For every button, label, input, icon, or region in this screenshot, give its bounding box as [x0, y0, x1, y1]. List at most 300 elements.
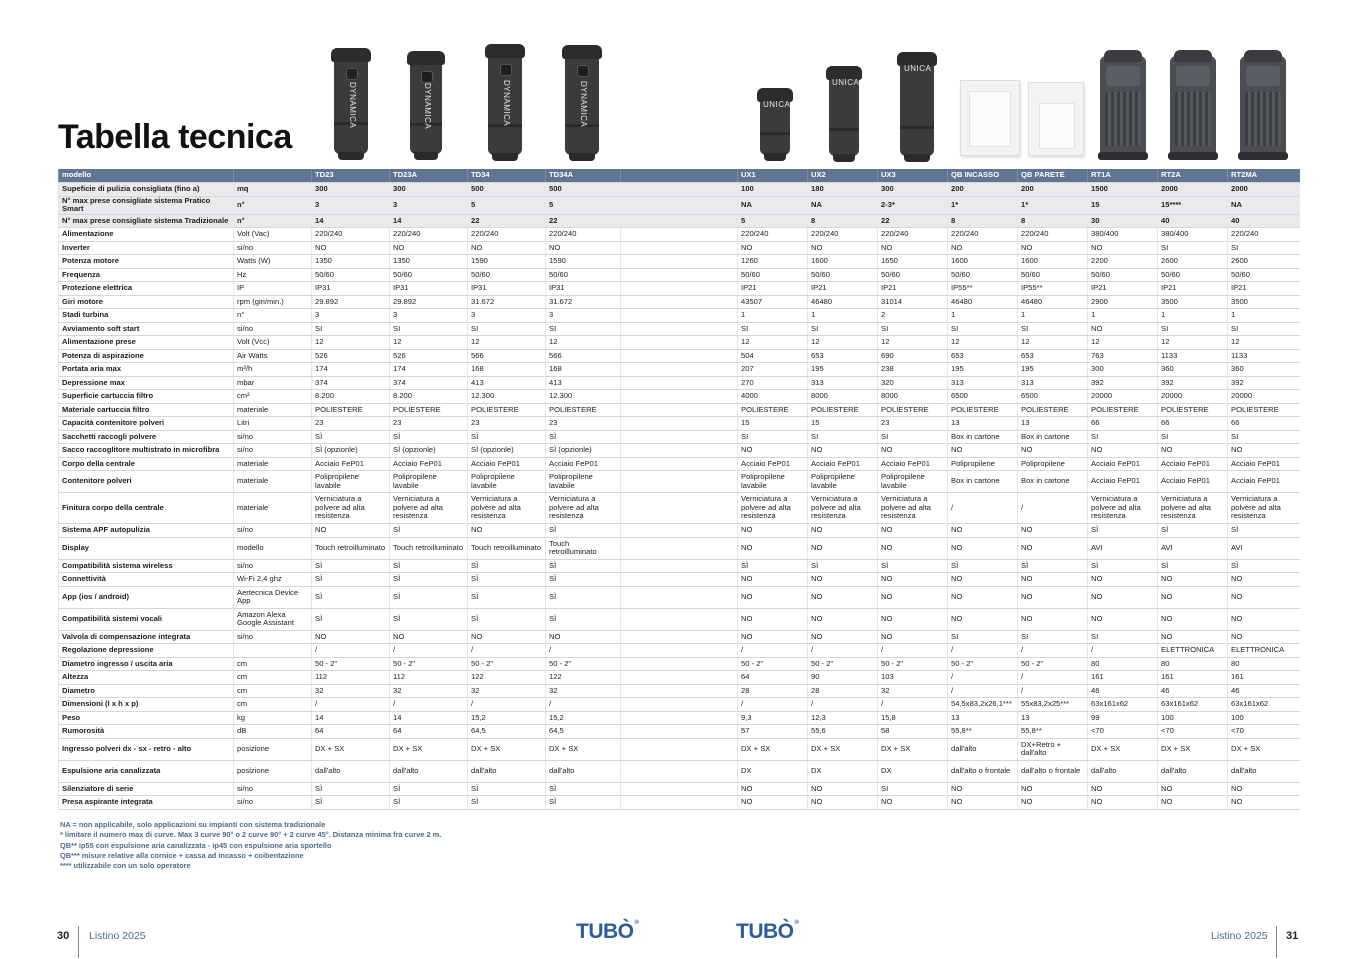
table-row [59, 782, 1300, 796]
value-cell: DX + SX [390, 738, 468, 760]
value-cell: NO [1018, 782, 1088, 796]
value-cell: 12 [468, 336, 546, 350]
row-label: Capacità contenitore polveri [59, 417, 234, 431]
value-cell: Polipropilene lavabile [878, 471, 948, 493]
value-cell [621, 671, 738, 685]
value-cell: 9,3 [738, 711, 808, 725]
value-cell [621, 336, 738, 350]
value-cell: SÌ [390, 796, 468, 810]
value-cell [621, 417, 738, 431]
value-cell: POLIESTERE [1228, 403, 1300, 417]
value-cell: POLIESTERE [546, 403, 621, 417]
value-cell: 200 [948, 183, 1018, 197]
value-cell: DX + SX [468, 738, 546, 760]
value-cell: 12 [546, 336, 621, 350]
value-cell: NO [878, 796, 948, 810]
header-cell: UX1 [738, 169, 808, 183]
value-cell: POLIESTERE [738, 403, 808, 417]
value-cell: NO [948, 241, 1018, 255]
value-cell: NO [948, 796, 1018, 810]
value-cell: 200 [1018, 183, 1088, 197]
value-cell: 1 [1088, 309, 1158, 323]
value-cell: 763 [1088, 349, 1158, 363]
row-label: Protezione elettrica [59, 282, 234, 296]
value-cell: Verniciatura a polvere ad alta resistenza [1228, 493, 1300, 524]
product-image-td23 [334, 52, 368, 154]
value-cell: POLIESTERE [1158, 403, 1228, 417]
value-cell: 6500 [948, 390, 1018, 404]
value-cell: 566 [468, 349, 546, 363]
value-cell: 161 [1228, 671, 1300, 685]
value-cell: NO [1018, 444, 1088, 458]
value-cell: Polipropilene lavabile [808, 471, 878, 493]
value-cell: NA [738, 196, 808, 214]
value-cell: SI [1228, 241, 1300, 255]
value-cell: 50/60 [390, 268, 468, 282]
value-cell: DX+Retro + dall'alto [1018, 738, 1088, 760]
value-cell: dall'alto [1088, 760, 1158, 782]
value-cell [621, 573, 738, 587]
value-cell [621, 295, 738, 309]
unit-cell: n° [234, 309, 312, 323]
value-cell: 220/240 [738, 228, 808, 242]
value-cell: / [546, 644, 621, 658]
value-cell: 31.672 [546, 295, 621, 309]
value-cell: IP31 [312, 282, 390, 296]
value-cell: Acciaio FeP01 [1088, 457, 1158, 471]
value-cell: SÌ [1018, 559, 1088, 573]
value-cell: 20000 [1158, 390, 1228, 404]
value-cell: 50 - 2" [546, 657, 621, 671]
unit-cell: si/no [234, 796, 312, 810]
value-cell: 32 [546, 684, 621, 698]
unit-cell: si/no [234, 524, 312, 538]
value-cell: NO [948, 444, 1018, 458]
value-cell: 1650 [878, 255, 948, 269]
value-cell: Verniciatura a polvere ad alta resistenza [878, 493, 948, 524]
footnote: QB*** misure relative alla cornice + cassa ad incasso + coibentazione [60, 850, 304, 860]
value-cell: DX [738, 760, 808, 782]
value-cell: ELETTRONICA [1228, 644, 1300, 658]
value-cell: 12.300 [468, 390, 546, 404]
value-cell: / [1018, 671, 1088, 685]
value-cell: SÌ [312, 559, 390, 573]
value-cell [621, 241, 738, 255]
value-cell: 1590 [546, 255, 621, 269]
value-cell: SÌ [1158, 559, 1228, 573]
value-cell: 500 [546, 183, 621, 197]
row-label: Presa aspirante integrata [59, 796, 234, 810]
value-cell: 8.200 [390, 390, 468, 404]
value-cell: 13 [948, 711, 1018, 725]
value-cell: SÌ [390, 573, 468, 587]
table-row [59, 559, 1300, 573]
product-image-qb-incasso [960, 80, 1020, 156]
value-cell: <70 [1228, 725, 1300, 739]
table-row [59, 183, 1300, 197]
value-cell: Box in cartone [1018, 471, 1088, 493]
value-cell: Box in cartone [1018, 430, 1088, 444]
value-cell: Touch retroilluminato [546, 537, 621, 559]
value-cell: 28 [738, 684, 808, 698]
footer-label-right: Listino 2025 [1211, 930, 1268, 942]
value-cell: 220/240 [948, 228, 1018, 242]
product-images [0, 0, 1356, 165]
value-cell: 320 [878, 376, 948, 390]
value-cell: SI [808, 322, 878, 336]
value-cell: 90 [808, 671, 878, 685]
value-cell: DX + SX [738, 738, 808, 760]
value-cell: 174 [312, 363, 390, 377]
unit-cell: Volt (Vac) [234, 228, 312, 242]
value-cell: 1133 [1158, 349, 1228, 363]
value-cell: 526 [390, 349, 468, 363]
row-label: Corpo della centrale [59, 457, 234, 471]
row-label: Alimentazione prese [59, 336, 234, 350]
value-cell: NO [738, 630, 808, 644]
value-cell: 1600 [808, 255, 878, 269]
product-brand-label: UNICA [832, 78, 860, 87]
unit-cell: materiale [234, 493, 312, 524]
value-cell: 50/60 [468, 268, 546, 282]
value-cell: SI [1228, 430, 1300, 444]
value-cell: 300 [312, 183, 390, 197]
value-cell: 653 [808, 349, 878, 363]
value-cell: 2000 [1158, 183, 1228, 197]
value-cell: DX + SX [546, 738, 621, 760]
value-cell: 50/60 [1228, 268, 1300, 282]
row-label: Stadi turbina [59, 309, 234, 323]
value-cell: 112 [390, 671, 468, 685]
unit-cell: cm [234, 671, 312, 685]
value-cell: NO [878, 524, 948, 538]
value-cell: Acciaio FeP01 [468, 457, 546, 471]
row-label: N° max prese consigliate sistema Tradizionale [59, 214, 234, 228]
value-cell: 195 [808, 363, 878, 377]
value-cell: NO [1018, 573, 1088, 587]
header-cell: UX2 [808, 169, 878, 183]
value-cell: / [808, 698, 878, 712]
row-label: Frequenza [59, 268, 234, 282]
row-label: Dimensioni (l x h x p) [59, 698, 234, 712]
row-label: Sistema APF autopulizia [59, 524, 234, 538]
value-cell: 220/240 [390, 228, 468, 242]
value-cell: NO [1228, 608, 1300, 630]
value-cell: 23 [390, 417, 468, 431]
value-cell: 8000 [878, 390, 948, 404]
value-cell: / [878, 644, 948, 658]
value-cell: / [1018, 684, 1088, 698]
table-row [59, 309, 1300, 323]
row-label: Avviamento soft start [59, 322, 234, 336]
value-cell: NO [738, 524, 808, 538]
value-cell [621, 524, 738, 538]
value-cell: NO [738, 796, 808, 810]
header-cell: RT1A [1088, 169, 1158, 183]
value-cell: 3 [546, 309, 621, 323]
product-image-ux1 [760, 92, 790, 155]
value-cell: SÌ [948, 559, 1018, 573]
row-label: Valvola di compensazione integrata [59, 630, 234, 644]
value-cell: / [1018, 644, 1088, 658]
value-cell: NO [1018, 796, 1088, 810]
value-cell [621, 322, 738, 336]
value-cell: NO [1228, 573, 1300, 587]
value-cell [621, 349, 738, 363]
value-cell: SÌ [312, 573, 390, 587]
value-cell: 3500 [1228, 295, 1300, 309]
value-cell: IP21 [1088, 282, 1158, 296]
value-cell: 50 - 2" [390, 657, 468, 671]
value-cell: 300 [390, 183, 468, 197]
table-row [59, 390, 1300, 404]
value-cell: 238 [878, 363, 948, 377]
value-cell [621, 698, 738, 712]
table-row [59, 657, 1300, 671]
value-cell: 112 [312, 671, 390, 685]
value-cell: Polipropilene [948, 457, 1018, 471]
footnote: QB** ip55 con espulsione aria canalizzata - ip45 con espulsione aria sportello [60, 840, 332, 850]
table-row [59, 684, 1300, 698]
value-cell: 12 [948, 336, 1018, 350]
value-cell: NO [738, 608, 808, 630]
value-cell: 392 [1228, 376, 1300, 390]
value-cell: NO [546, 241, 621, 255]
value-cell: 43507 [738, 295, 808, 309]
value-cell: 20000 [1228, 390, 1300, 404]
row-label: Display [59, 537, 234, 559]
value-cell: 63x161x62 [1158, 698, 1228, 712]
value-cell: dall'alto o frontale [948, 760, 1018, 782]
value-cell: SÌ [546, 782, 621, 796]
value-cell: NO [878, 586, 948, 608]
value-cell: 1133 [1228, 349, 1300, 363]
value-cell: 29.892 [390, 295, 468, 309]
value-cell: NO [312, 630, 390, 644]
value-cell: SÌ (opzionle) [390, 444, 468, 458]
value-cell: 15 [738, 417, 808, 431]
row-label: Giri motore [59, 295, 234, 309]
value-cell: 32 [878, 684, 948, 698]
value-cell [621, 228, 738, 242]
value-cell: / [878, 698, 948, 712]
value-cell: 8 [948, 214, 1018, 228]
table-row [59, 282, 1300, 296]
value-cell: DX + SX [878, 738, 948, 760]
table-row [59, 493, 1300, 524]
value-cell: 374 [390, 376, 468, 390]
value-cell: 14 [390, 711, 468, 725]
row-label: Espulsione aria canalizzata [59, 760, 234, 782]
value-cell: POLIESTERE [1088, 403, 1158, 417]
header-cell-modello: modello [59, 169, 234, 183]
value-cell: SI [1018, 630, 1088, 644]
value-cell: Box in cartone [948, 430, 1018, 444]
value-cell: SI [878, 782, 948, 796]
value-cell: NO [1018, 241, 1088, 255]
value-cell: 28 [808, 684, 878, 698]
value-cell: SÌ [312, 796, 390, 810]
row-label: Silenziatore di serie [59, 782, 234, 796]
value-cell: IP55** [948, 282, 1018, 296]
value-cell: 1260 [738, 255, 808, 269]
value-cell: SÌ [390, 559, 468, 573]
value-cell: Acciaio FeP01 [1088, 471, 1158, 493]
unit-cell: Watts (W) [234, 255, 312, 269]
value-cell: 12 [312, 336, 390, 350]
value-cell: 20000 [1088, 390, 1158, 404]
value-cell: 1* [1018, 196, 1088, 214]
value-cell: 46 [1088, 684, 1158, 698]
table-row [59, 671, 1300, 685]
footer-divider [1276, 926, 1277, 958]
value-cell: NO [808, 630, 878, 644]
value-cell [621, 196, 738, 214]
value-cell: NO [312, 524, 390, 538]
value-cell: 99 [1088, 711, 1158, 725]
value-cell: SI [1018, 322, 1088, 336]
value-cell: NO [546, 630, 621, 644]
value-cell [621, 376, 738, 390]
value-cell: 207 [738, 363, 808, 377]
value-cell [621, 255, 738, 269]
value-cell: Acciaio FeP01 [738, 457, 808, 471]
value-cell: 31.672 [468, 295, 546, 309]
value-cell: 380/400 [1158, 228, 1228, 242]
unit-cell: materiale [234, 403, 312, 417]
value-cell: / [468, 644, 546, 658]
value-cell: 23 [878, 417, 948, 431]
value-cell: 1 [948, 309, 1018, 323]
value-cell: ELETTRONICA [1158, 644, 1228, 658]
value-cell: Acciaio FeP01 [1158, 457, 1228, 471]
value-cell: NO [1228, 630, 1300, 644]
value-cell: DX + SX [312, 738, 390, 760]
row-label: Materiale cartuccia filtro [59, 403, 234, 417]
value-cell: SI [546, 322, 621, 336]
value-cell: 40 [1228, 214, 1300, 228]
value-cell: NO [1018, 608, 1088, 630]
value-cell: DX [808, 760, 878, 782]
row-label: Inverter [59, 241, 234, 255]
row-label: Diametro ingresso / uscita aria [59, 657, 234, 671]
value-cell: 14 [312, 214, 390, 228]
value-cell [621, 711, 738, 725]
value-cell: 54,5x83,2x26,1*** [948, 698, 1018, 712]
value-cell: 58 [878, 725, 948, 739]
value-cell: / [312, 644, 390, 658]
table-row [59, 738, 1300, 760]
value-cell: SÌ [390, 586, 468, 608]
value-cell: NO [390, 241, 468, 255]
value-cell: 50 - 2" [468, 657, 546, 671]
value-cell: 80 [1158, 657, 1228, 671]
value-cell: 50 - 2" [878, 657, 948, 671]
unit-cell: posizione [234, 738, 312, 760]
value-cell: 55x83,2x25*** [1018, 698, 1088, 712]
value-cell: 6500 [1018, 390, 1088, 404]
value-cell: 653 [1018, 349, 1088, 363]
value-cell: SÌ [390, 524, 468, 538]
value-cell: SI [738, 322, 808, 336]
row-label: Potenza motore [59, 255, 234, 269]
row-label: Depressione max [59, 376, 234, 390]
product-brand-label: UNICA [904, 64, 932, 73]
row-label: Regolazione depressione [59, 644, 234, 658]
value-cell: Polipropilene lavabile [468, 471, 546, 493]
value-cell: Acciaio FeP01 [390, 457, 468, 471]
table-row [59, 196, 1300, 214]
value-cell: SI [1088, 630, 1158, 644]
value-cell: / [1088, 644, 1158, 658]
value-cell: NO [878, 573, 948, 587]
footnotes [60, 820, 441, 871]
value-cell: 13 [1018, 417, 1088, 431]
value-cell: 46 [1228, 684, 1300, 698]
value-cell: 100 [1228, 711, 1300, 725]
value-cell: NO [1088, 608, 1158, 630]
unit-cell: cm [234, 698, 312, 712]
value-cell [621, 630, 738, 644]
value-cell: 300 [1088, 363, 1158, 377]
value-cell: 3 [390, 196, 468, 214]
value-cell: Verniciatura a polvere ad alta resistenza [546, 493, 621, 524]
value-cell: IP31 [468, 282, 546, 296]
value-cell: 50/60 [1158, 268, 1228, 282]
value-cell: 63x161x62 [1088, 698, 1158, 712]
row-label: Superficie cartuccia filtro [59, 390, 234, 404]
value-cell: SÌ [468, 608, 546, 630]
value-cell [621, 644, 738, 658]
value-cell: / [390, 698, 468, 712]
table-row [59, 537, 1300, 559]
product-brand-label: UNICA [763, 100, 791, 109]
value-cell: 313 [948, 376, 1018, 390]
value-cell: NO [738, 444, 808, 458]
table-row [59, 644, 1300, 658]
value-cell: 22 [878, 214, 948, 228]
value-cell: NO [1018, 524, 1088, 538]
header-cell: TD23A [390, 169, 468, 183]
table-row [59, 268, 1300, 282]
value-cell [621, 559, 738, 573]
value-cell: Acciaio FeP01 [808, 457, 878, 471]
product-brand-label: DYNAMICA [423, 83, 432, 130]
value-cell: <70 [1088, 725, 1158, 739]
value-cell: NO [808, 608, 878, 630]
value-cell: 50/60 [1018, 268, 1088, 282]
value-cell: 15,2 [468, 711, 546, 725]
value-cell: 103 [878, 671, 948, 685]
value-cell: IP55** [1018, 282, 1088, 296]
row-label: Altezza [59, 671, 234, 685]
value-cell: 122 [546, 671, 621, 685]
value-cell [621, 390, 738, 404]
value-cell: <70 [1158, 725, 1228, 739]
value-cell: Verniciatura a polvere ad alta resistenza [390, 493, 468, 524]
value-cell [621, 309, 738, 323]
unit-cell: mbar [234, 376, 312, 390]
table-row [59, 295, 1300, 309]
unit-cell: cm² [234, 390, 312, 404]
row-label: N° max prese consigliate sistema Pratico Smart [59, 196, 234, 214]
value-cell: SI [390, 322, 468, 336]
value-cell: 50 - 2" [1018, 657, 1088, 671]
value-cell: 2200 [1088, 255, 1158, 269]
value-cell: SÌ [390, 782, 468, 796]
value-cell: SÌ (opzionle) [546, 444, 621, 458]
value-cell: dall'alto [948, 738, 1018, 760]
